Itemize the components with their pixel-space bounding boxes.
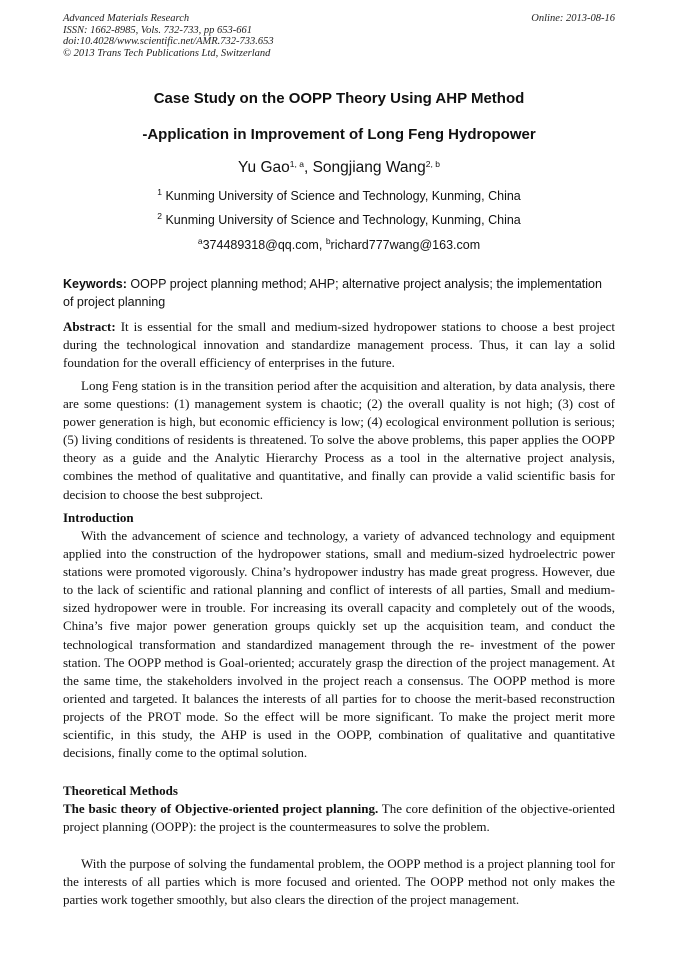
section-heading-theoretical-methods: Theoretical Methods [63,783,178,798]
author-marker: 2, b [425,159,440,169]
email-address: 374489318@qq.com, [202,238,323,252]
subsection-heading: The basic theory of Objective-oriented project planning. [63,801,379,816]
author-separator: , [303,159,313,176]
paragraph-text: The core definition of the objective-oriented project planning (OOPP): the project is the countermeasures to solve the problem. [63,801,616,835]
keywords-label: Keywords: [63,277,127,291]
affiliation-2 [63,213,615,227]
paper-title: Case Study on the OOPP Theory Using AHP Method [153,90,525,107]
affiliation-marker: 1 [157,187,162,197]
abstract [63,318,615,372]
email-marker: b [325,236,331,246]
abstract-label: Abstract: [63,319,116,334]
affiliation-text: Kunming University of Science and Technology, Kunming, China [165,189,521,203]
journal-header [63,13,615,59]
author-marker: 1, a [289,159,304,169]
author-name: Songjiang Wang [312,159,426,176]
journal-name: Advanced Materials Research [63,13,190,24]
keywords-text: OOPP project planning method; AHP; alternative project analysis; the implementation of project planning [63,277,602,309]
section-heading-introduction: Introduction [63,510,134,525]
author-line [63,159,615,177]
online-date: Online: 2013-08-16 [531,13,615,24]
email-marker: a [197,236,203,246]
email-line [63,238,615,252]
doi-line: doi:10.4028/www.scientific.net/AMR.732-733.653 [63,36,274,47]
affiliation-1 [63,189,615,203]
copyright-line: © 2013 Trans Tech Publications Ltd, Switzerland [63,47,271,59]
affiliation-text: Kunming University of Science and Technology, Kunming, China [165,213,521,227]
issn-line: ISSN: 1662-8985, Vols. 732-733, pp 653-661 [63,24,252,36]
paper-subtitle: -Application in Improvement of Long Feng Hydropower [142,126,536,143]
body-paragraph: With the advancement of science and technology, a variety of advanced technology and equipment applied into the construction of the hydropower stations, small and medium-sized hydroelectric power stations were promoted vigorously. China’s hydropower industry has made great progress. However, due to the lack of scientific and rational planning and conflict of interests of all parties, Small and medium-sized hydropower were in trouble. For increasing its overall capacity and completely out of the woods, China’s five major power generation groups quickly set up the acquisition team, and conduct the technological transformation and standardized management through the re- investment of the power station. The OOPP method is Goal-oriented; accurately grasp the direction of the project management. At the same time, the stakeholders involved in the project reach a consensus. The OOPP method is more oriented and targeted. It balances the interests of all parties for to choose the merit-based reconstruction projects of the PROT mode. So the effect will be more significant. To make the project merit more scientific, in this study, the AHP is used in the OOPP, combination of qualitative and quantitative decisions, finally come to the optimal solution. [63,528,615,761]
abstract-text: It is essential for the small and medium-sized hydropower stations to choose a best project during the technological innovation and standardize management process. Thus, it can lay a solid foundation for the overall efficiency of enterprises in the future. [63,319,615,371]
body-paragraph [63,800,615,836]
keywords [63,275,615,311]
body-paragraph: With the purpose of solving the fundamental problem, the OOPP method is a project planning tool for the interests of all parties which is more focused and oriented. The OOPP method not only makes the parties work together smoothly, but also clears the direction of the project management. [63,856,615,908]
affiliation-marker: 2 [157,211,162,221]
email-address: richard777wang@163.com [330,238,481,252]
body-paragraph: Long Feng station is in the transition period after the acquisition and alteration, by data analysis, there are some questions: (1) management system is chaotic; (2) the overall quality is not high; (3) cost of power generation is high, but economic efficiency is low; (4) ecological environment pollution is serious; (5) living conditions of residents is threatened. To solve the above problems, this paper applies the OOPP theory as a guide and the Analytic Hierarchy Process as a tool in the alternative project analysis, combines the method of qualitative and quantitative, and finally can provide a valid scientific basis for decision to choose the best subproject. [63,378,615,502]
author-name: Yu Gao [238,159,290,176]
